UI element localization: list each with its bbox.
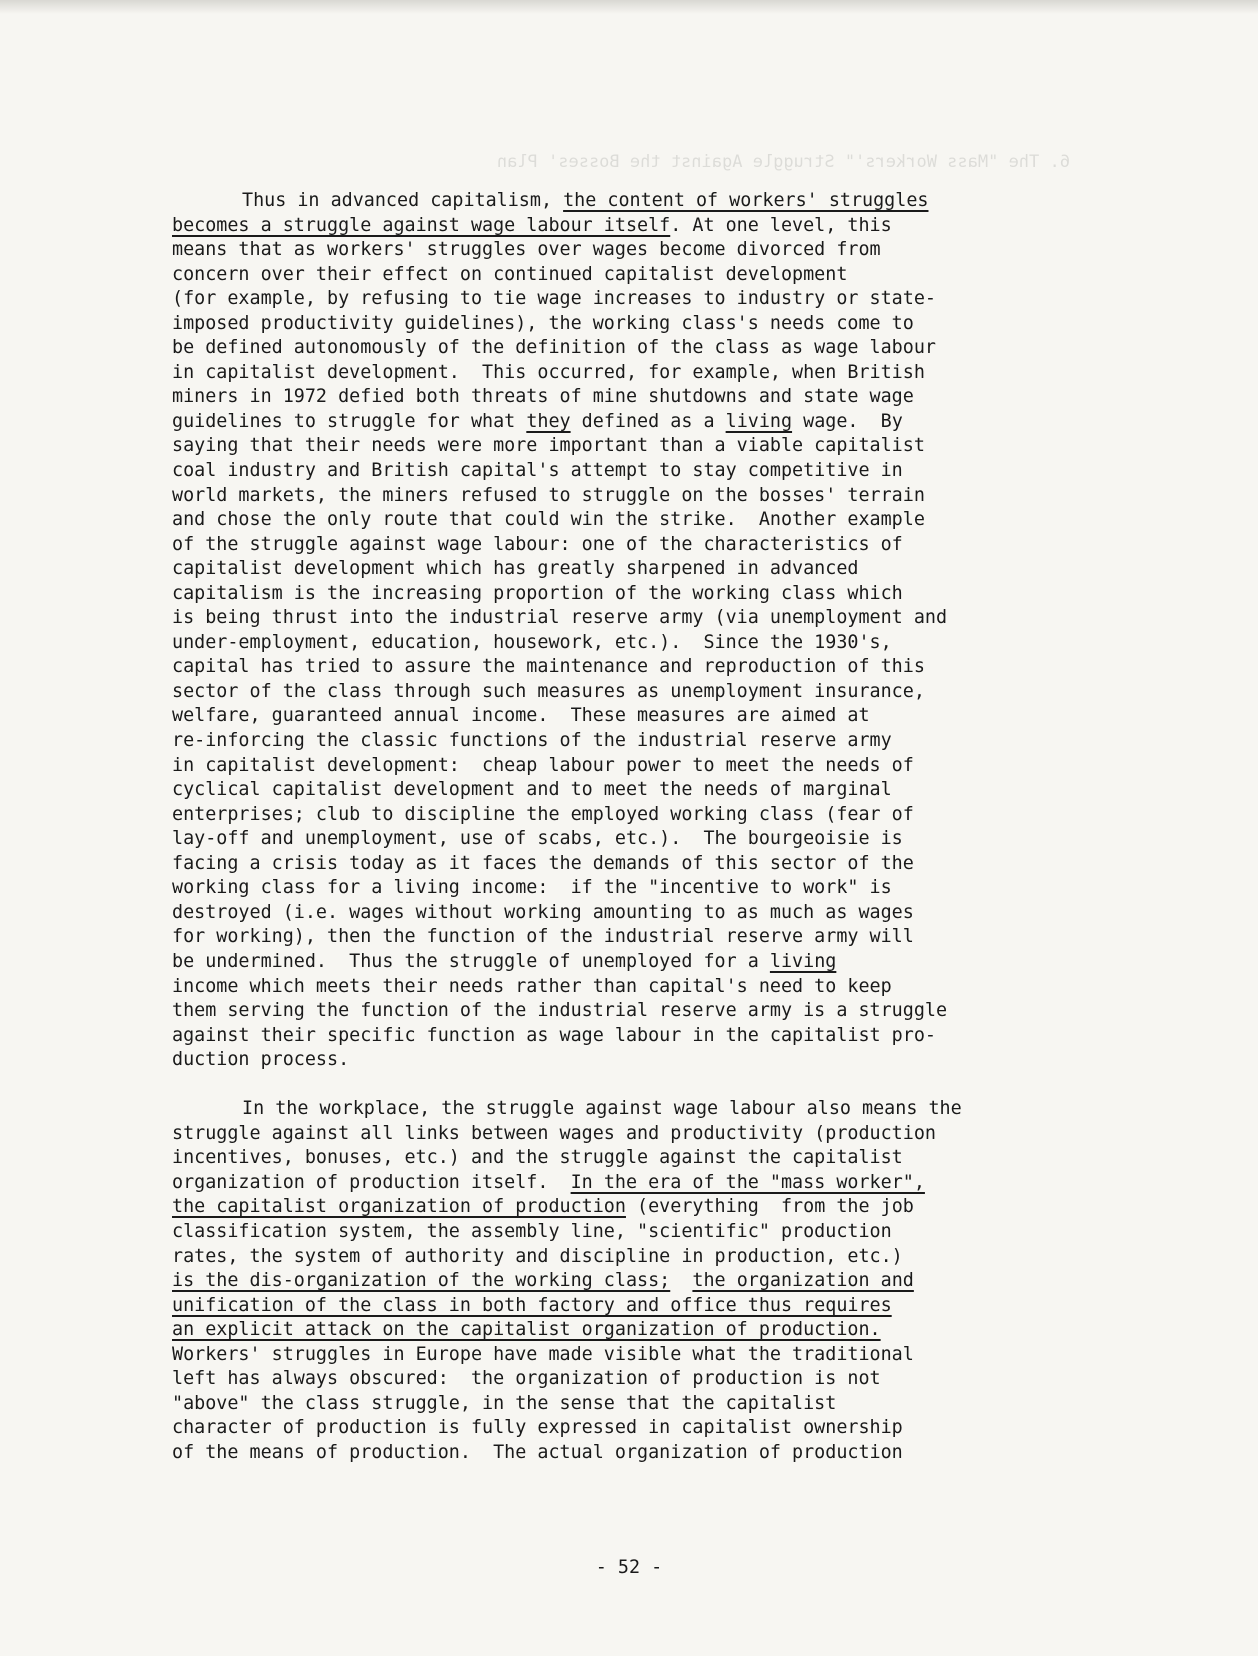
text-line xyxy=(172,999,1072,1024)
text-segment: coal industry and British capital's attempt to stay competitive in xyxy=(172,460,903,482)
text-segment: be undermined. Thus the struggle of unemployed for a xyxy=(172,950,770,972)
text-line xyxy=(172,312,1072,337)
text-segment: miners in 1972 defied both threats of mine shutdowns and state wage xyxy=(172,386,914,408)
text-segment: imposed productivity guidelines), the working class's needs come to xyxy=(172,312,914,334)
text-line xyxy=(172,214,1072,239)
text-line xyxy=(172,631,1072,656)
text-line xyxy=(172,754,1072,779)
text-segment: Workers' struggles in Europe have made visible what the traditional xyxy=(172,1343,914,1365)
text-line xyxy=(172,803,1072,828)
text-segment: enterprises; club to discipline the employed working class (fear of xyxy=(172,803,914,825)
text-segment: working class for a living income: if the "incentive to work" is xyxy=(172,877,892,899)
text-segment: in capitalist development. This occurred, for example, when British xyxy=(172,361,925,383)
text-line xyxy=(172,189,1072,214)
text-segment: against their specific function as wage labour in the capitalist pro- xyxy=(172,1024,936,1046)
text-line xyxy=(172,778,1072,803)
text-line xyxy=(172,557,1072,582)
text-line xyxy=(172,1024,1072,1049)
text-line xyxy=(172,1122,1072,1147)
text-line xyxy=(172,336,1072,361)
text-line xyxy=(172,1392,1072,1417)
text-segment: In the workplace, the struggle against wage labour also means the xyxy=(242,1098,962,1120)
text-segment: lay-off and unemployment, use of scabs, etc.). The bourgeoisie is xyxy=(172,828,903,850)
text-line xyxy=(172,1245,1072,1270)
text-line xyxy=(172,606,1072,631)
text-line xyxy=(172,827,1072,852)
text-segment: income which meets their needs rather than capital's need to keep xyxy=(172,975,892,997)
text-line xyxy=(172,950,1072,975)
text-segment: means that as workers' struggles over wages become divorced from xyxy=(172,239,881,261)
text-line xyxy=(172,1343,1072,1368)
text-segment: incentives, bonuses, etc.) and the struggle against the capitalist xyxy=(172,1147,903,1169)
text-line xyxy=(172,655,1072,680)
underlined-text: In the era of the "mass worker", xyxy=(570,1171,925,1193)
text-line xyxy=(172,459,1072,484)
text-segment: welfare, guaranteed annual income. These measures are aimed at xyxy=(172,705,870,727)
text-segment: struggle against all links between wages and productivity (production xyxy=(172,1122,936,1144)
text-segment: Thus in advanced capitalism, xyxy=(242,190,564,211)
text-line xyxy=(172,925,1072,950)
text-line xyxy=(172,901,1072,926)
text-segment: capitalist development which has greatly sharpened in advanced xyxy=(172,558,859,580)
body-text xyxy=(172,189,1072,1465)
paragraph xyxy=(172,189,1072,1073)
text-segment: (for example, by refusing to tie wage increases to industry or state- xyxy=(172,288,936,310)
text-line xyxy=(172,287,1072,312)
paragraph xyxy=(172,1097,1072,1465)
text-segment: guidelines to struggle for what xyxy=(172,410,527,432)
underlined-text: living xyxy=(769,950,837,972)
text-segment: rates, the system of authority and discipline in production, etc.) xyxy=(172,1245,903,1267)
text-segment: for working), then the function of the industrial reserve army will xyxy=(172,926,914,948)
text-line xyxy=(172,852,1072,877)
text-segment: capitalism is the increasing proportion of the working class which xyxy=(172,582,903,604)
text-line xyxy=(172,1048,1072,1073)
text-line xyxy=(172,410,1072,435)
text-line xyxy=(172,508,1072,533)
text-line xyxy=(172,1097,1072,1122)
text-line xyxy=(172,434,1072,459)
underlined-text: an explicit attack on the capitalist organization of production. xyxy=(172,1319,881,1341)
text-segment: (everything from the job xyxy=(625,1196,914,1218)
text-segment: saying that their needs were more important than a viable capitalist xyxy=(172,435,925,457)
text-line xyxy=(172,975,1072,1000)
text-segment xyxy=(670,1270,692,1291)
text-segment: character of production is fully expressed in capitalist ownership xyxy=(172,1417,903,1439)
text-line xyxy=(172,361,1072,386)
text-line xyxy=(172,1220,1072,1245)
underlined-text: the organization and xyxy=(692,1270,914,1292)
text-line xyxy=(172,704,1072,729)
text-segment: of the struggle against wage labour: one of the characteristics of xyxy=(172,533,903,555)
text-segment: wage. By xyxy=(792,410,903,432)
text-line xyxy=(172,582,1072,607)
text-segment: organization of production itself. xyxy=(172,1171,571,1193)
text-line xyxy=(172,1146,1072,1171)
text-segment: classification system, the assembly line, "scientific" production xyxy=(172,1220,892,1242)
text-segment: concern over their effect on continued capitalist development xyxy=(172,263,848,285)
underlined-text: the capitalist organization of production xyxy=(172,1196,626,1218)
text-segment: re-inforcing the classic functions of the industrial reserve army xyxy=(172,730,892,752)
text-segment: and chose the only route that could win the strike. Another example xyxy=(172,509,925,531)
text-segment: left has always obscured: the organization of production is not xyxy=(172,1368,881,1390)
underlined-text: is the dis-organization of the working class; xyxy=(172,1270,671,1292)
text-segment: sector of the class through such measures as unemployment insurance, xyxy=(172,680,925,702)
text-line xyxy=(172,1294,1072,1319)
text-line xyxy=(172,385,1072,410)
text-line xyxy=(172,729,1072,754)
text-segment: capital has tried to assure the maintenance and reproduction of this xyxy=(172,656,925,678)
bleed-through-text: 6. The "Mass Workers'" Struggle Against the Bosses' Plan xyxy=(496,152,1070,172)
text-segment: in capitalist development: cheap labour power to meet the needs of xyxy=(172,754,914,776)
text-line xyxy=(172,238,1072,263)
text-segment: . At one level, this xyxy=(670,214,892,236)
paragraph-gap xyxy=(172,1073,1072,1098)
text-line xyxy=(172,1367,1072,1392)
page-number: - 52 - xyxy=(595,1557,663,1578)
text-segment: of the means of production. The actual organization of production xyxy=(172,1441,903,1463)
text-line xyxy=(172,1318,1072,1343)
text-segment: them serving the function of the industrial reserve army is a struggle xyxy=(172,1000,948,1022)
text-line xyxy=(172,1269,1072,1294)
underlined-text: unification of the class in both factory and office thus requires xyxy=(172,1294,892,1316)
text-segment: world markets, the miners refused to struggle on the bosses' terrain xyxy=(172,484,925,506)
underlined-text: becomes a struggle against wage labour itself xyxy=(172,214,671,236)
text-segment: "above" the class struggle, in the sense that the capitalist xyxy=(172,1392,837,1414)
text-segment: defined as a xyxy=(570,410,726,432)
text-segment: cyclical capitalist development and to meet the needs of marginal xyxy=(172,779,892,801)
page-top-edge xyxy=(0,0,1258,14)
text-line xyxy=(172,876,1072,901)
text-segment: duction process. xyxy=(172,1049,350,1071)
text-line xyxy=(172,263,1072,288)
text-line xyxy=(172,1171,1072,1196)
underlined-text: they xyxy=(526,410,571,432)
text-segment: under-employment, education, housework, etc.). Since the 1930's, xyxy=(172,631,892,653)
text-line xyxy=(172,1195,1072,1220)
text-line xyxy=(172,680,1072,705)
underlined-text: the content of workers' struggles xyxy=(563,190,929,211)
text-segment: facing a crisis today as it faces the demands of this sector of the xyxy=(172,852,914,874)
text-segment: be defined autonomously of the definition of the class as wage labour xyxy=(172,337,936,359)
text-line xyxy=(172,1416,1072,1441)
text-line xyxy=(172,484,1072,509)
text-segment: destroyed (i.e. wages without working amounting to as much as wages xyxy=(172,901,914,923)
text-line xyxy=(172,533,1072,558)
text-line xyxy=(172,1441,1072,1466)
text-segment: is being thrust into the industrial reserve army (via unemployment and xyxy=(172,607,948,629)
underlined-text: living xyxy=(725,410,793,432)
